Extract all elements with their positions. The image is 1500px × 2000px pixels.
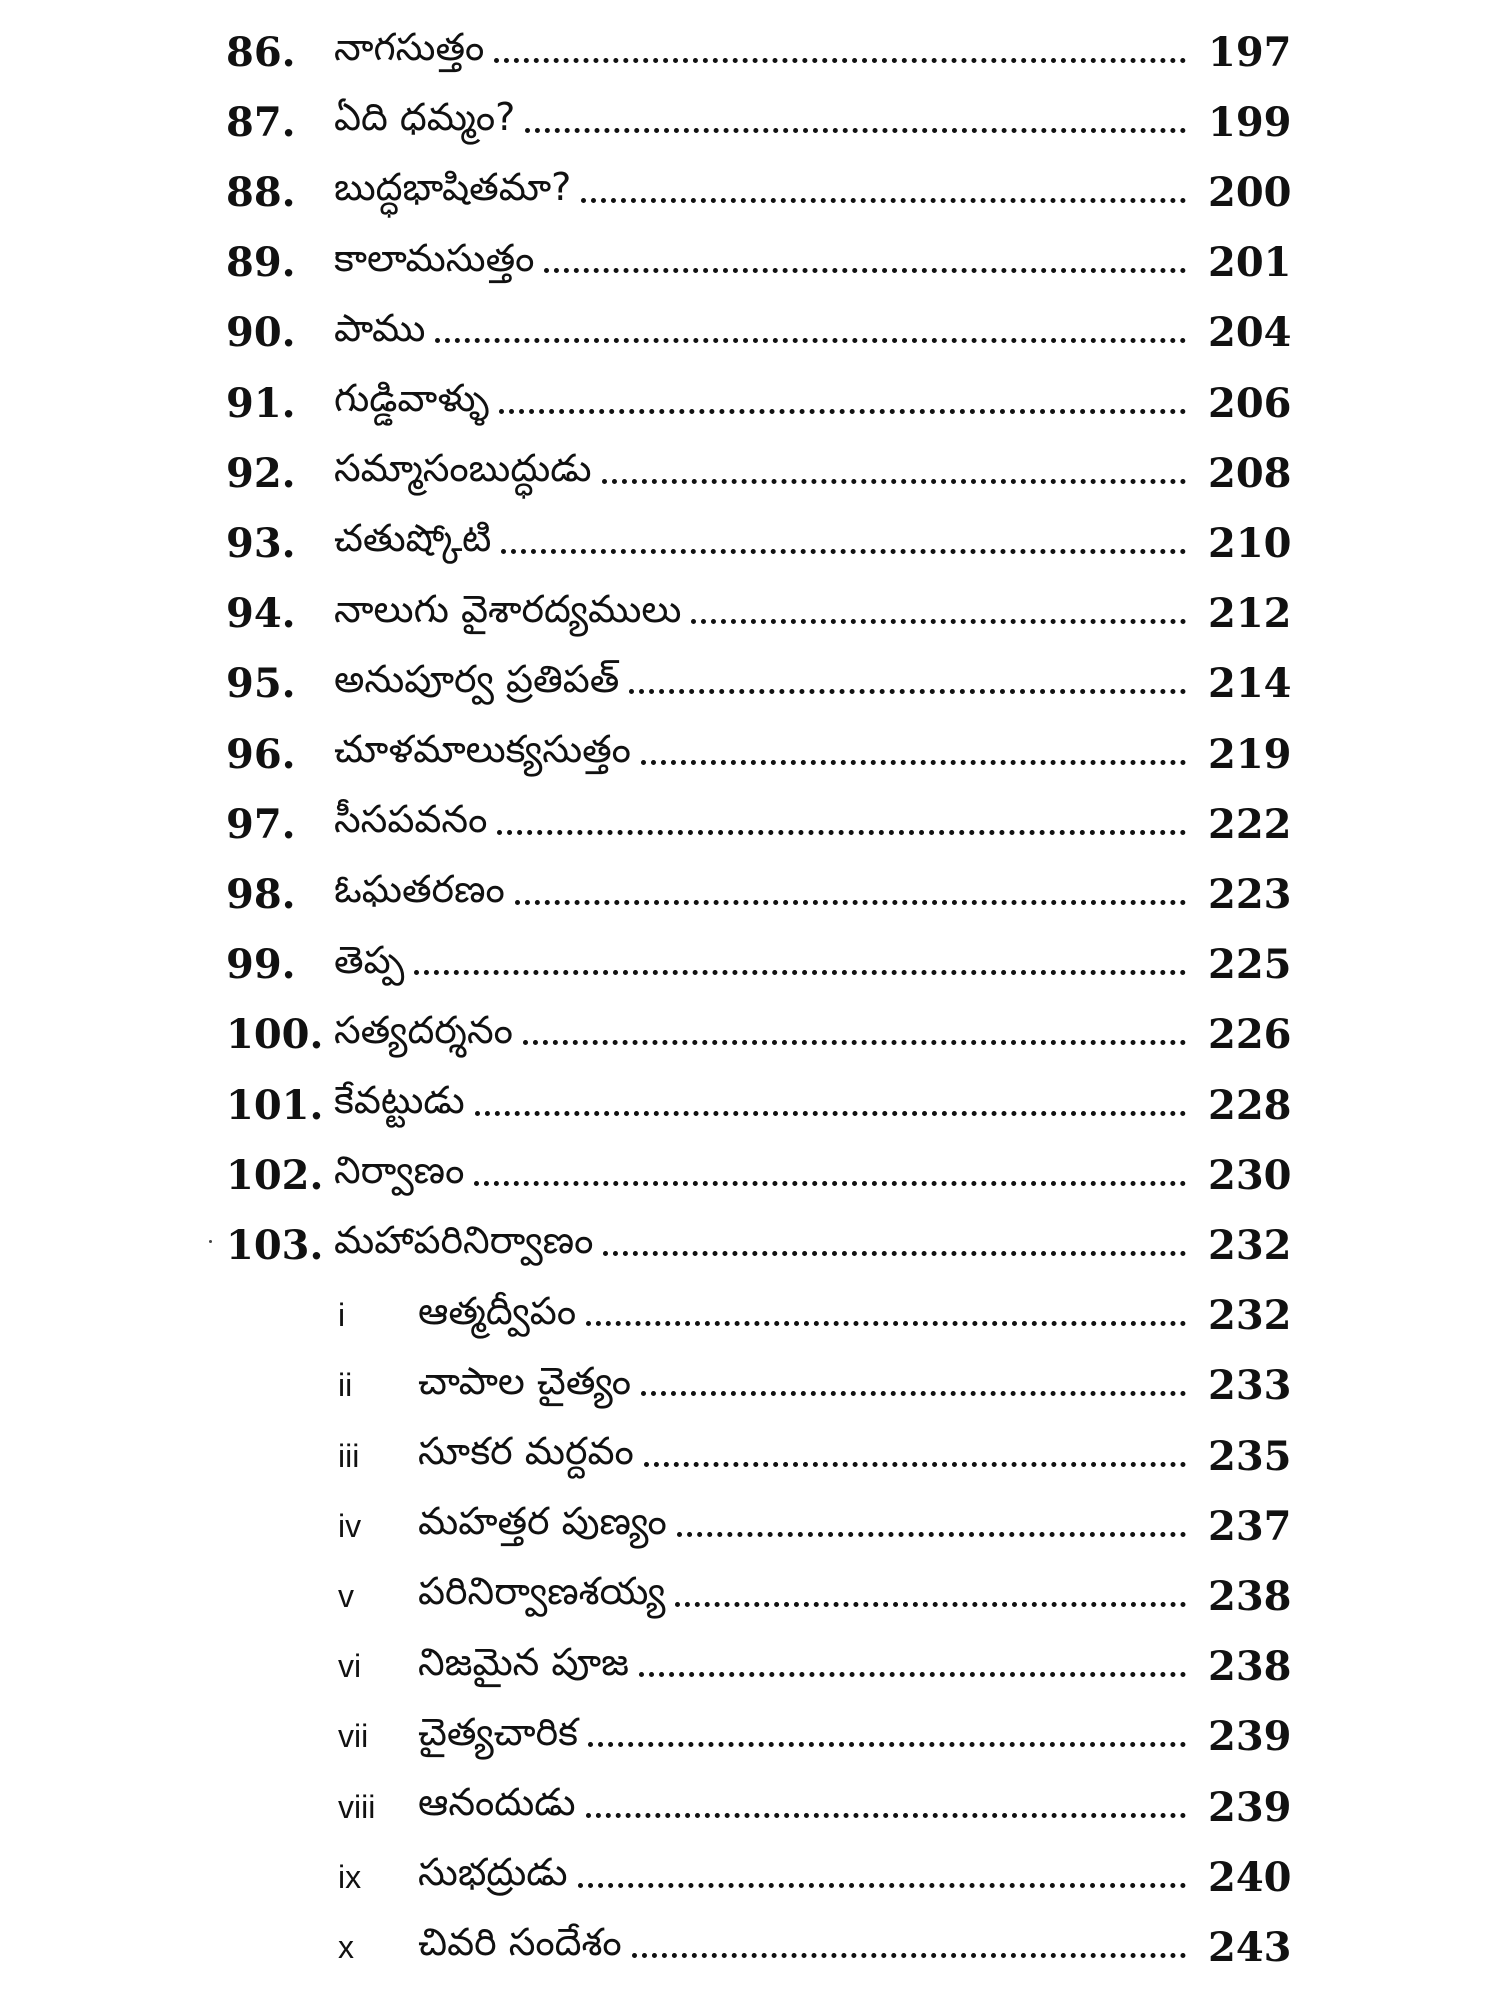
page-number: 238 — [1208, 1572, 1292, 1620]
entry-number: 103. — [226, 1221, 324, 1269]
entry-number: 97. — [226, 800, 296, 848]
dot-leader — [641, 760, 1186, 765]
subentry-numeral: ix — [338, 1858, 362, 1895]
toc-entry — [226, 1000, 1290, 1070]
page-number: 240 — [1208, 1853, 1292, 1901]
entry-title: తెప్ప — [334, 937, 405, 982]
toc-entry — [226, 438, 1290, 508]
toc-entry — [226, 719, 1290, 789]
toc-entry — [226, 157, 1290, 227]
subentry-numeral: v — [338, 1577, 354, 1614]
entry-title: పాము — [334, 305, 426, 350]
subentry-title: ఆత్మద్వీపం — [418, 1288, 577, 1333]
subentry-numeral: viii — [338, 1788, 376, 1825]
toc-subentry — [338, 1281, 1290, 1351]
dot-leader — [435, 338, 1186, 343]
subentry-title: సుభద్రుడు — [418, 1850, 568, 1895]
dot-leader — [414, 970, 1186, 975]
entry-number: 99. — [226, 941, 296, 989]
subentry-title: ఆనందుడు — [418, 1780, 576, 1824]
entry-title: మహాపరినిర్వాణం — [334, 1218, 594, 1263]
entry-number: 95. — [226, 660, 296, 708]
entry-number: 94. — [226, 590, 296, 638]
page-number: 243 — [1208, 1923, 1292, 1971]
dot-leader — [603, 1251, 1186, 1256]
subentry-title: చివరి సందేశం — [418, 1920, 622, 1965]
dot-leader — [578, 1883, 1186, 1888]
toc-entry — [226, 368, 1290, 438]
dot-leader — [523, 1040, 1186, 1045]
entry-title: చతుష్కోటి — [334, 516, 492, 561]
toc-subentry — [338, 1632, 1290, 1702]
toc-subentry — [338, 1561, 1290, 1631]
entry-number: 87. — [226, 98, 296, 146]
entry-title: కాలామసుత్తం — [334, 235, 535, 280]
toc-entry — [226, 859, 1290, 929]
entry-title: గుడ్డివాళ్ళు — [334, 376, 490, 420]
dot-leader — [501, 549, 1186, 554]
subentry-title: సూకర మర్దవం — [418, 1429, 634, 1473]
subentry-numeral: iii — [338, 1437, 360, 1474]
dot-leader — [641, 1391, 1186, 1396]
dot-leader — [497, 830, 1186, 835]
entry-title: నిర్వాణం — [334, 1148, 465, 1193]
page-number: 208 — [1208, 449, 1292, 497]
dot-leader — [677, 1532, 1186, 1537]
subentry-title: నిజమైన పూజ — [418, 1639, 629, 1684]
toc-subentry — [338, 1702, 1290, 1772]
toc-entry — [226, 649, 1290, 719]
entry-number: 100. — [226, 1011, 324, 1059]
dot-leader — [691, 619, 1186, 624]
entry-number: 96. — [226, 730, 296, 778]
dot-leader — [525, 128, 1186, 133]
toc-entry — [226, 789, 1290, 859]
subentry-numeral: ii — [338, 1367, 353, 1404]
toc-subentry — [338, 1912, 1290, 1982]
toc-entry — [226, 579, 1290, 649]
page-number: 212 — [1208, 590, 1292, 638]
entry-title: సీసపవనం — [334, 797, 488, 842]
entry-number: 93. — [226, 519, 296, 567]
dot-leader — [632, 1953, 1186, 1958]
toc-entry — [226, 1140, 1290, 1210]
toc-entry — [226, 87, 1290, 157]
toc-entry — [226, 17, 1290, 87]
dot-leader — [581, 198, 1186, 203]
toc-subentry — [338, 1772, 1290, 1842]
entry-title: సమ్మాసంబుద్ధుడు — [334, 446, 592, 491]
toc-subentry — [338, 1491, 1290, 1561]
toc-entry — [226, 1070, 1290, 1140]
page-number: 237 — [1208, 1502, 1292, 1550]
subentry-title: చాపాల చైత్యం — [418, 1358, 632, 1403]
entry-title: కేవట్టుడు — [334, 1078, 465, 1122]
entry-title: ఓఘతరణం — [334, 867, 505, 912]
page-number: 199 — [1208, 98, 1292, 146]
dot-leader — [499, 409, 1186, 414]
dot-leader — [586, 1321, 1186, 1326]
entry-title: చూళమాలుక్యసుత్తం — [334, 727, 631, 771]
toc-subentry — [338, 1351, 1290, 1421]
subentry-title: చైత్యచారిక — [418, 1709, 578, 1754]
subentry-numeral: i — [338, 1297, 346, 1334]
toc-entry — [226, 228, 1290, 298]
dot-leader — [515, 900, 1186, 905]
page-number: 235 — [1208, 1432, 1292, 1480]
dot-leader — [586, 1813, 1186, 1818]
entry-title: నాలుగు వైశారద్యములు — [334, 586, 682, 631]
page-number: 225 — [1208, 941, 1292, 989]
page-number: 201 — [1208, 239, 1292, 287]
entry-number: 91. — [226, 379, 296, 427]
subentry-numeral: iv — [338, 1507, 362, 1544]
page-number: 239 — [1208, 1783, 1292, 1831]
dot-leader — [475, 1111, 1186, 1116]
subentry-title: పరినిర్వాణశయ్య — [418, 1569, 666, 1614]
dot-leader — [588, 1742, 1186, 1747]
page-number: 226 — [1208, 1011, 1292, 1059]
subentry-numeral: x — [338, 1928, 354, 1965]
page-number: 206 — [1208, 379, 1292, 427]
page-number: 223 — [1208, 870, 1292, 918]
page-number: 232 — [1208, 1292, 1292, 1340]
entry-number: 90. — [226, 309, 296, 357]
page-number: 222 — [1208, 800, 1292, 848]
dot-leader — [639, 1672, 1186, 1677]
page-number: 200 — [1208, 168, 1292, 216]
entry-number: 89. — [226, 239, 296, 287]
dot-leader — [544, 268, 1186, 273]
toc-entry — [226, 298, 1290, 368]
toc-subentry — [338, 1842, 1290, 1912]
page-number: 214 — [1208, 660, 1292, 708]
toc-entry — [226, 930, 1290, 1000]
page-number: 233 — [1208, 1362, 1292, 1410]
subentry-numeral: vii — [338, 1718, 369, 1755]
entry-number: 102. — [226, 1151, 324, 1199]
entry-number: 88. — [226, 168, 296, 216]
dot-leader — [675, 1602, 1186, 1607]
page-number: 219 — [1208, 730, 1292, 778]
toc-entry — [226, 1210, 1290, 1280]
subentry-numeral: vi — [338, 1648, 362, 1685]
print-speck — [209, 1240, 212, 1243]
page-number: 238 — [1208, 1643, 1292, 1691]
entry-number: 98. — [226, 870, 296, 918]
entry-number: 101. — [226, 1081, 324, 1129]
page-number: 204 — [1208, 309, 1292, 357]
toc-entry — [226, 508, 1290, 578]
dot-leader — [629, 689, 1186, 694]
entry-number: 86. — [226, 28, 296, 76]
page-number: 232 — [1208, 1221, 1292, 1269]
page-number: 230 — [1208, 1151, 1292, 1199]
entry-title: ఏది ధమ్మం? — [334, 95, 516, 140]
dot-leader — [494, 58, 1186, 63]
entry-title: సత్యదర్శనం — [334, 1007, 513, 1052]
dot-leader — [644, 1462, 1186, 1467]
entry-title: అనుపూర్వ ప్రతిపత్ — [334, 656, 620, 701]
page-number: 228 — [1208, 1081, 1292, 1129]
page-number: 210 — [1208, 519, 1292, 567]
entry-title: నాగసుత్తం — [334, 25, 485, 69]
page-number: 197 — [1208, 28, 1292, 76]
dot-leader — [474, 1181, 1186, 1186]
dot-leader — [602, 479, 1186, 484]
entry-number: 92. — [226, 449, 296, 497]
page-number: 239 — [1208, 1713, 1292, 1761]
subentry-title: మహత్తర పుణ్యం — [418, 1499, 667, 1544]
toc-subentry — [338, 1421, 1290, 1491]
entry-title: బుద్ధభాషితమా? — [334, 165, 572, 210]
